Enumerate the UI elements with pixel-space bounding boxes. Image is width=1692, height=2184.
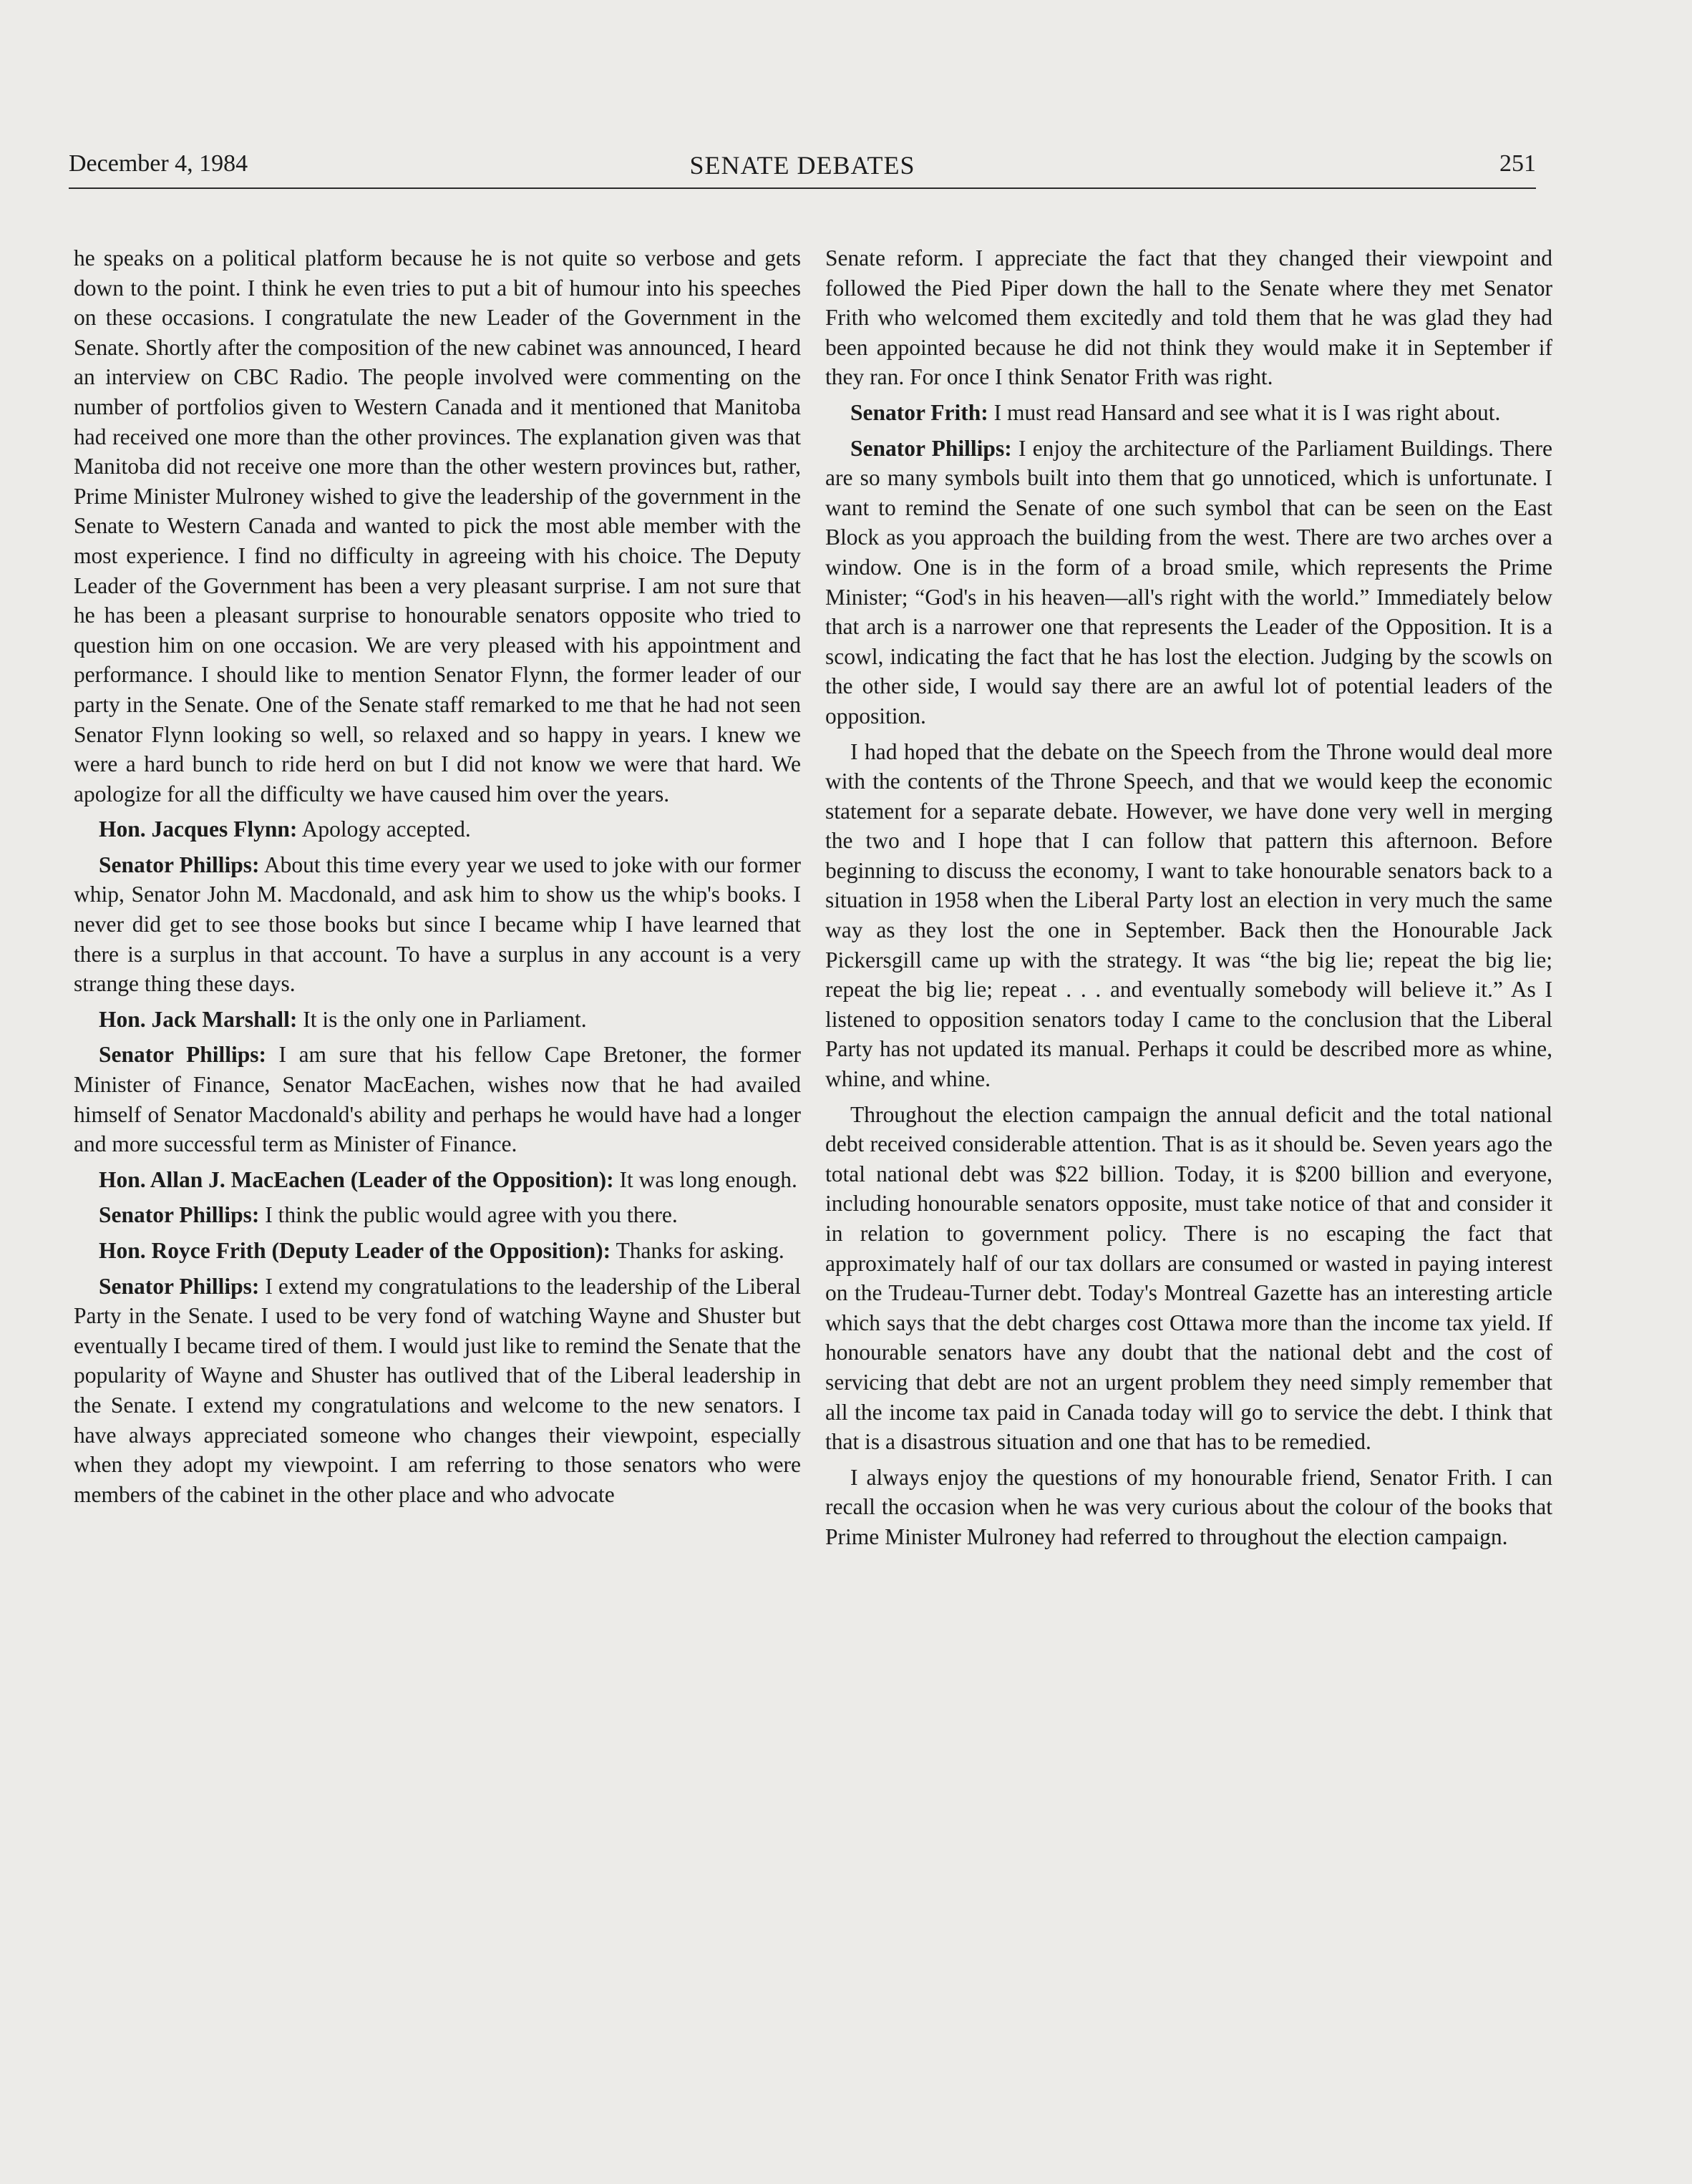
speech-paragraph: [825, 398, 1552, 428]
speech-paragraph: [74, 850, 801, 999]
speech-paragraph: [74, 1040, 801, 1159]
paragraph: [74, 243, 801, 809]
speech-text: Apology accepted.: [301, 816, 471, 842]
speaker-name: Senator Frith:: [850, 399, 988, 425]
paragraph-text: I had hoped that the debate on the Speech from the Throne would deal more with the contents of the Throne Speech, and that we would keep the economic statement for a separate debate. However, we have done very well in merging the two and I hope that I can follow that pattern this afternoon. Before beginning to discuss the economy, I want to take honourable senators back to a situation in 1958 when the Liberal Party lost an election in very much the same way as they lost the one in September. Back then the Honourable Jack Pickersgill came up with the strategy. It was “the big lie; repeat the big lie; repeat the big lie; repeat . . . and eventually somebody will believe it.” As I listened to opposition senators today I came to the conclusion that the Liberal Party has not updated its manual. Perhaps it could be described more as whine, whine, and whine.: [825, 738, 1552, 1092]
speaker-name: Senator Phillips:: [99, 852, 260, 877]
speaker-name: Hon. Royce Frith (Deputy Leader of the Opposition):: [99, 1238, 611, 1263]
speech-paragraph: [74, 1005, 801, 1035]
paragraph-text: Senate reform. I appreciate the fact that they changed their viewpoint and followed the Pied Piper down the hall to the Senate where they met Senator Frith who welcomed them excitedly and told them that he was glad they had been appointed because he did not think they would make it in September if they ran. For once I think Senator Frith was right.: [825, 245, 1552, 390]
speaker-name: Hon. Jack Marshall:: [99, 1006, 298, 1032]
page-header: [69, 150, 1536, 187]
speech-text: I think the public would agree with you there.: [265, 1202, 678, 1228]
header-rule: [69, 187, 1536, 189]
speaker-name: Hon. Jacques Flynn:: [99, 816, 298, 842]
speech-text: It is the only one in Parliament.: [303, 1006, 587, 1032]
paragraph-text: he speaks on a political platform because he is not quite so verbose and gets down to the point. I think he even tries to put a bit of humour into his speeches on these occasions. I congratulate the new Leader of the Government in the Senate. Shortly after the composition of the new cabinet was announced, I heard an interview on CBC Radio. The people involved were commenting on the number of portfolios given to Western Canada and it mentioned that Manitoba had received one more than the other provinces. The explanation given was that Manitoba did not receive one more than the other western provinces but, rather, Prime Minister Mulroney wished to give the leadership of the government in the Senate to Western Canada and wanted to pick the most able member with the most experience. I find no difficulty in agreeing with his choice. The Deputy Leader of the Government has been a very pleasant surprise. I am not sure that he has been a pleasant surprise to honourable senators opposite who tried to question him on one occasion. We are very pleased with his appointment and performance. I should like to mention Senator Flynn, the former leader of our party in the Senate. One of the Senate staff remarked to me that he had not seen Senator Flynn looking so well, so relaxed and so happy in years. I knew we were a hard bunch to ride herd on but I did not know we were that hard. We apologize for all the difficulty we have caused him over the years.: [74, 245, 801, 806]
speech-text: I must read Hansard and see what it is I was right about.: [993, 399, 1501, 425]
speaker-name: Senator Phillips:: [99, 1202, 260, 1228]
paragraph-text: Throughout the election campaign the annual deficit and the total national debt received considerable attention. That is as it should be. Seven years ago the total national debt was $22 billion. Today, it is $200 billion and everyone, including honourable senators opposite, must take notice of that and consider it in relation to government policy. There is no escaping the fact that approximately half of our tax dollars are consumed or wasted in paying interest on the Trudeau-Turner debt. Today's Montreal Gazette has an interesting article which says that the debt charges cost Ottawa more than the income tax yield. If honourable senators have any doubt that the national debt and the cost of servicing that debt are not an urgent problem they need simply remember that all the income tax paid in Canada today will go to service the debt. I think that that is a disastrous situation and one that has to be remedied.: [825, 1101, 1552, 1455]
speech-paragraph: [74, 1236, 801, 1266]
paragraph: [825, 1463, 1552, 1552]
left-column: [74, 243, 801, 1515]
paragraph: [825, 737, 1552, 1094]
speech-text: Thanks for asking.: [616, 1238, 784, 1263]
paragraph-text: I always enjoy the questions of my honourable friend, Senator Frith. I can recall the occasion when he was very curious about the colour of the books that Prime Minister Mulroney had referred to throughout the election campaign.: [825, 1464, 1552, 1549]
speech-paragraph: [74, 1165, 801, 1195]
right-column: [825, 243, 1552, 1558]
speaker-name: Hon. Allan J. MacEachen (Leader of the Opposition):: [99, 1166, 614, 1192]
speech-paragraph: [74, 1272, 801, 1510]
speaker-name: Senator Phillips:: [850, 435, 1012, 461]
page-number: 251: [1499, 150, 1536, 177]
speech-text: About this time every year we used to joke with our former whip, Senator John M. Macdonald, and ask him to show us the whip's books. I never did get to see those books but since I became whip I have learned that there is a surplus in that account. To have a surplus in any account is a very strange thing these days.: [74, 852, 801, 997]
header-date: December 4, 1984: [69, 150, 248, 177]
speech-text: I extend my congratulations to the leadership of the Liberal Party in the Senate. I used to be very fond of watching Wayne and Shuster but eventually I became tired of them. I would just like to remind the Senate that the popularity of Wayne and Shuster has outlived that of the Liberal leadership in the Senate. I extend my congratulations and welcome to the new senators. I have always appreciated someone who changes their viewpoint, especially when they adopt my viewpoint. I am referring to those senators who were members of the cabinet in the other place and who advocate: [74, 1273, 801, 1507]
speech-text: I enjoy the architecture of the Parliament Buildings. There are so many symbols built into them that go unnoticed, which is unfortunate. I want to remind the Senate of one such symbol that can be seen on the East Block as you approach the building from the west. There are two arches over a window. One is in the form of a broad smile, which represents the Prime Minister; “God's in his heaven—all's right with the world.” Immediately below that arch is a narrower one that represents the Leader of the Opposition. It is a scowl, indicating the fact that he has lost the election. Judging by the scowls on the other side, I would say there are an awful lot of potential leaders of the opposition.: [825, 435, 1552, 728]
speech-paragraph: [74, 814, 801, 844]
speech-paragraph: [74, 1200, 801, 1230]
speech-text: It was long enough.: [619, 1166, 797, 1192]
paragraph: [825, 1100, 1552, 1457]
speech-paragraph: [825, 434, 1552, 731]
speaker-name: Senator Phillips:: [99, 1273, 260, 1299]
speaker-name: Senator Phillips:: [99, 1042, 266, 1068]
paragraph: [825, 243, 1552, 392]
speech-text: I am sure that his fellow Cape Bretoner, the former Minister of Finance, Senator MacEachen, wishes now that he had availed himself of Senator Macdonald's ability and perhaps he would have had a longer and more successful term as Minister of Finance.: [74, 1042, 801, 1157]
header-title: SENATE DEBATES: [689, 151, 915, 180]
